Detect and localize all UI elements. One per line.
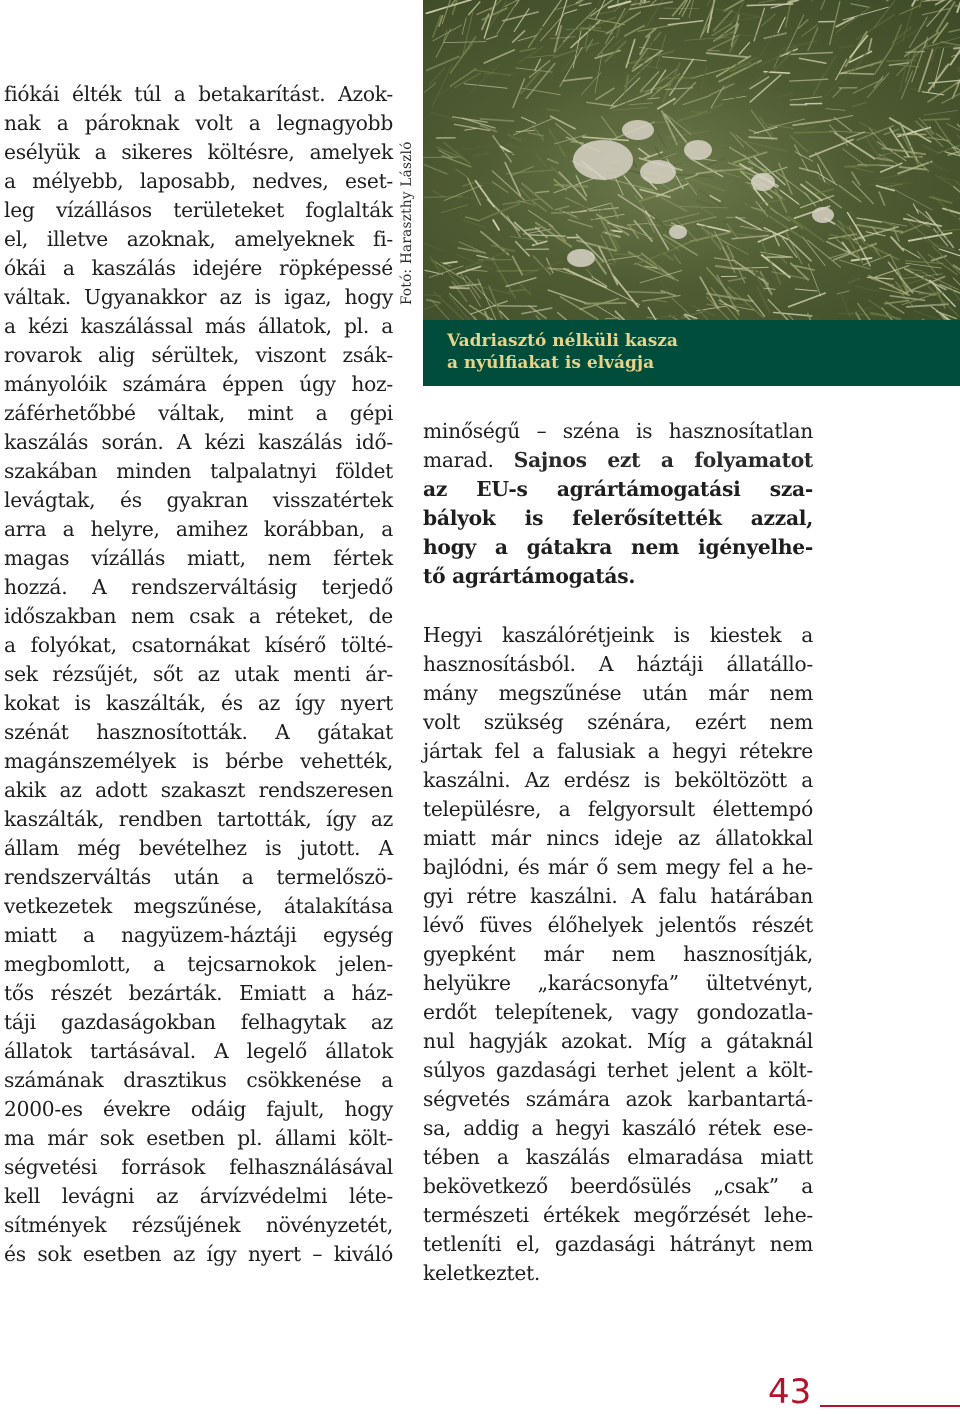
paragraph-1 <box>423 417 813 591</box>
text-line: kell levágni az árvízvédelmi léte- <box>4 1184 393 1208</box>
text-line: sa, addig a hegyi kaszáló rétek ese- <box>423 1116 813 1140</box>
text-line: a mélyebb, laposabb, nedves, eset- <box>4 169 393 193</box>
text-line: tő agrártámogatás. <box>423 564 636 588</box>
text-line: mány megszűnése után már nem <box>423 681 813 705</box>
text-line <box>423 446 813 475</box>
text-line: Hegyi kaszálórétjeink is kiestek a <box>423 623 813 647</box>
text-line: szénát hasznosították. A gátakat <box>4 720 393 744</box>
grass-texture <box>423 0 960 320</box>
text-line: hogy a gátakra nem igényelhe- <box>423 535 813 559</box>
text-line: állatok tartásával. A legelő állatok <box>4 1039 393 1063</box>
text-line: esélyük a sikeres költésre, amelyek <box>4 140 393 164</box>
text-line: tében a kaszálás elmaradása miatt <box>423 1145 813 1169</box>
text-line: hasznosításból. A háztáji állatállo- <box>423 652 813 676</box>
text-line: sítmények rézsűjének növényzetét, <box>4 1213 393 1237</box>
text-line: hozzá. A rendszerváltásig terjedő <box>4 575 393 599</box>
text-line: jártak fel a falusiak a hegyi rétekre <box>423 739 813 763</box>
text-line: miatt már nincs ideje az állatokkal <box>423 826 813 850</box>
text-line: minőségű – széna is hasznosítatlan <box>423 419 813 443</box>
text-line: arra a helyre, amihez korábban, a <box>4 517 393 541</box>
text-line: kaszálni. Az erdész is beköltözött a <box>423 768 813 792</box>
text-line: helyükre „karácsonyfa” ültetvényt, <box>423 971 813 995</box>
caption-line-1: Vadriasztó nélküli kasza <box>447 331 678 351</box>
text-line: erdőt telepítenek, vagy gondozatla- <box>423 1000 813 1024</box>
text-line: és sok esetben az így nyert – kiváló <box>4 1242 393 1266</box>
text-line: váltak. Ugyanakkor az is igaz, hogy <box>4 285 393 309</box>
text-line: ségvetési források felhasználásával <box>4 1155 393 1179</box>
text-line: bajlódni, és már ő sem megy fel a he- <box>423 855 813 879</box>
text-line: rovarok alig sérültek, viszont zsák- <box>4 343 393 367</box>
text-line: ma már sok esetben pl. állami költ- <box>4 1126 393 1150</box>
photo-caption-box <box>423 320 960 386</box>
left-text-column <box>4 80 393 1269</box>
photo-credit: Fotó: Haraszthy László <box>399 141 415 305</box>
text-line: nak a pároknak volt a legnagyobb <box>4 111 393 135</box>
text-line: tős részét bezárták. Emiatt a ház- <box>4 981 393 1005</box>
text-line: gyi rétre kaszálni. A falu határában <box>423 884 813 908</box>
text-line: számának drasztikus csökkenése a <box>4 1068 393 1092</box>
text-line: fiókái élték túl a betakarítást. Azok- <box>4 82 393 106</box>
text-line: az EU-s agrártámogatási sza- <box>423 477 813 501</box>
text-line: magas vízállás miatt, nem fértek <box>4 546 393 570</box>
text-line: a kézi kaszálással más állatok, pl. a <box>4 314 393 338</box>
text-line: 2000-es évekre odáig fajult, hogy <box>4 1097 393 1121</box>
text-line: természeti értékek megőrzését lehe- <box>423 1203 813 1227</box>
paragraph-2 <box>423 621 813 1288</box>
text-line: szakában minden talpalatnyi földet <box>4 459 393 483</box>
right-text-column <box>423 417 813 1288</box>
text-line: ókái a kaszálás idejére röpképessé <box>4 256 393 280</box>
text-line: vetkezetek megszűnése, átalakítása <box>4 894 393 918</box>
text-line: kaszálták, rendben tartották, így az <box>4 807 393 831</box>
text-fragment: marad. <box>423 448 514 472</box>
text-line: akik az adott szakaszt rendszeresen <box>4 778 393 802</box>
text-line: el, illetve azoknak, amelyeknek fi- <box>4 227 393 251</box>
text-line: időszakban nem csak a réteket, de <box>4 604 393 628</box>
text-line: rendszerváltás után a termelőszö- <box>4 865 393 889</box>
text-line: nul hagyják azokat. Míg a gátaknál <box>423 1029 813 1053</box>
text-line: súlyos gazdasági terhet jelent a költ- <box>423 1058 813 1082</box>
text-line: a folyókat, csatornákat kísérő tölté- <box>4 633 393 657</box>
text-line: magánszemélyek is bérbe vehették, <box>4 749 393 773</box>
text-line: ségvetés számára azok karbantartá- <box>423 1087 813 1111</box>
text-line: levágtak, és gyakran visszatértek <box>4 488 393 512</box>
text-line: gyepként már nem hasznosítják, <box>423 942 813 966</box>
mown-grass-photo <box>423 0 960 320</box>
text-line: lévő füves élőhelyek jelentős részét <box>423 913 813 937</box>
text-line: volt szükség szénára, ezért nem <box>423 710 813 734</box>
text-line: településre, a felgyorsult élettempó <box>423 797 813 821</box>
bold-fragment: Sajnos ezt a folyamatot <box>513 448 814 472</box>
caption-line-2: a nyúlfiakat is elvágja <box>447 353 655 373</box>
text-line: keletkeztet. <box>423 1261 541 1285</box>
text-line: bályok is felerősítették azzal, <box>423 506 813 530</box>
text-line: tetleníti el, gazdasági hátrányt nem <box>423 1232 813 1256</box>
text-line: sek rézsűjét, sőt az utak menti ár- <box>4 662 393 686</box>
page-number-rule <box>820 1405 960 1407</box>
text-line: táji gazdaságokban felhagytak az <box>4 1010 393 1034</box>
text-line: miatt a nagyüzem-háztáji egység <box>4 923 393 947</box>
text-line: állam még bevételhez is jutott. A <box>4 836 393 860</box>
text-line: mányolóik számára éppen úgy hoz- <box>4 372 393 396</box>
text-line: megbomlott, a tejcsarnokok jelen- <box>4 952 393 976</box>
page-number: 43 <box>768 1372 812 1412</box>
text-line: záférhetőbbé váltak, mint a gépi <box>4 401 393 425</box>
text-line: bekövetkező beerdősülés „csak” a <box>423 1174 813 1198</box>
text-line: kokat is kaszálták, és az így nyert <box>4 691 393 715</box>
text-line: kaszálás során. A kézi kaszálás idő- <box>4 430 393 454</box>
text-line: leg vízállásos területeket foglalták <box>4 198 393 222</box>
photo-caption <box>447 330 678 374</box>
